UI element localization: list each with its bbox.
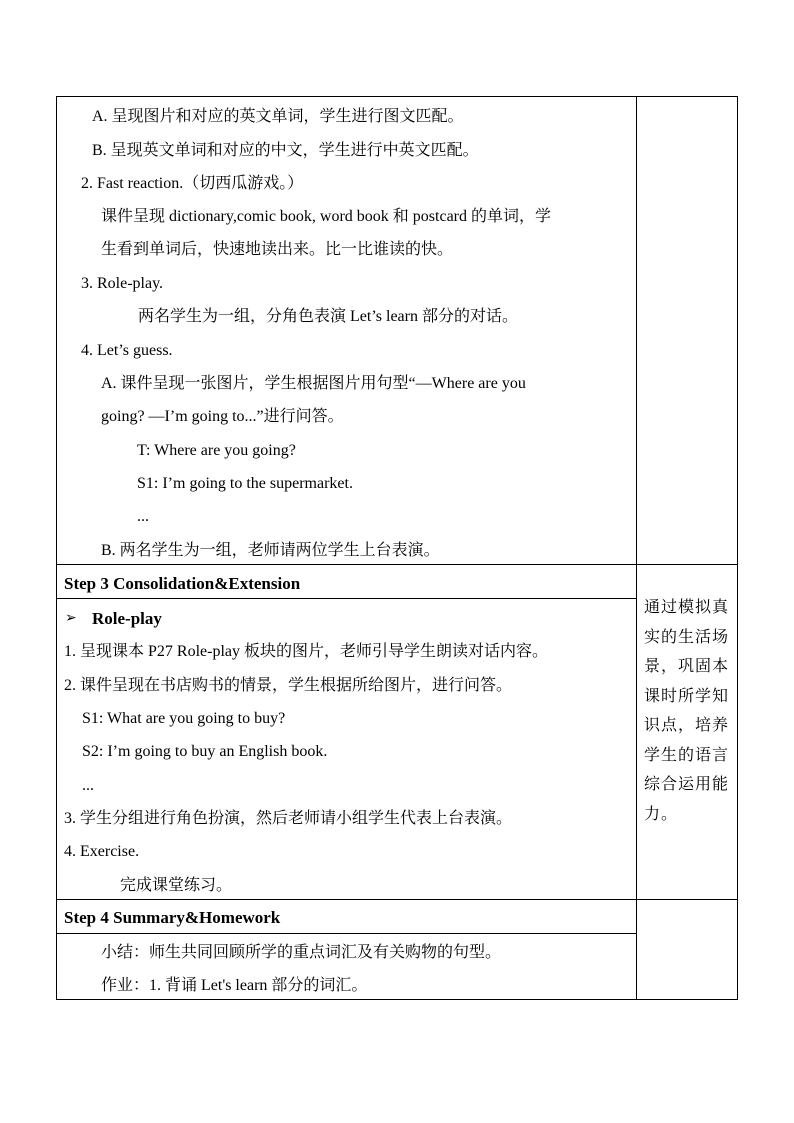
- text-line: going? —I’m going to...”进行问答。: [101, 408, 344, 425]
- text-line: 1. 呈现课本 P27 Role-play 板块的图片，老师引导学生朗读对话内容。: [64, 643, 548, 660]
- text-line: 完成课堂练习。: [120, 877, 233, 894]
- heading-divider-step4: [56, 933, 636, 934]
- text-line: 3. Role-play.: [81, 275, 164, 292]
- text-line: 作业：1. 背诵 Let's learn 部分的词汇。: [101, 977, 368, 994]
- step4-heading: Step 4 Summary&Homework: [64, 908, 281, 927]
- step3-side-note: 通过模拟真实的生活场景，巩固本课时所学知识点，培养学生的语言综合运用能力。: [644, 599, 730, 823]
- text-line: 3. 学生分组进行角色扮演，然后老师请小组学生代表上台表演。: [64, 810, 513, 827]
- text-line: S2: I’m going to buy an English book.: [82, 743, 328, 760]
- text-line: ...: [82, 777, 94, 794]
- row-divider-step3: [56, 564, 738, 565]
- text-line: S1: What are you going to buy?: [82, 710, 286, 727]
- text-line: ...: [137, 508, 149, 525]
- column-divider: [636, 96, 637, 1000]
- text-line: 4. Exercise.: [64, 843, 140, 860]
- text-line: 课件呈现 dictionary,comic book, word book 和 postcard 的单词，学: [101, 208, 552, 225]
- text-line: 小结：师生共同回顾所学的重点词汇及有关购物的句型。: [101, 944, 502, 961]
- text-line: 4. Let’s guess.: [81, 342, 173, 359]
- step3-subheading: Role-play: [92, 609, 162, 628]
- step3-heading: Step 3 Consolidation&Extension: [64, 574, 301, 593]
- text-line: A. 呈现图片和对应的英文单词，学生进行图文匹配。: [92, 108, 464, 125]
- heading-divider-step3: [56, 598, 636, 599]
- text-line: 2. Fast reaction.（切西瓜游戏。）: [81, 175, 304, 192]
- arrow-bullet-icon: ➢: [65, 611, 77, 626]
- text-line: B. 两名学生为一组，老师请两位学生上台表演。: [101, 542, 440, 559]
- row-divider-step4: [56, 899, 738, 900]
- text-line: 两名学生为一组，分角色表演 Let’s learn 部分的对话。: [138, 308, 518, 325]
- text-line: B. 呈现英文单词和对应的中文，学生进行中英文匹配。: [92, 142, 479, 159]
- text-line: A. 课件呈现一张图片，学生根据图片用句型“—Where are you: [101, 375, 526, 392]
- text-line: 生看到单词后，快速地读出来。比一比谁读的快。: [101, 241, 454, 258]
- text-line: T: Where are you going?: [137, 442, 296, 459]
- text-line: 2. 课件呈现在书店购书的情景，学生根据所给图片，进行问答。: [64, 677, 513, 694]
- text-line: S1: I’m going to the supermarket.: [137, 475, 353, 492]
